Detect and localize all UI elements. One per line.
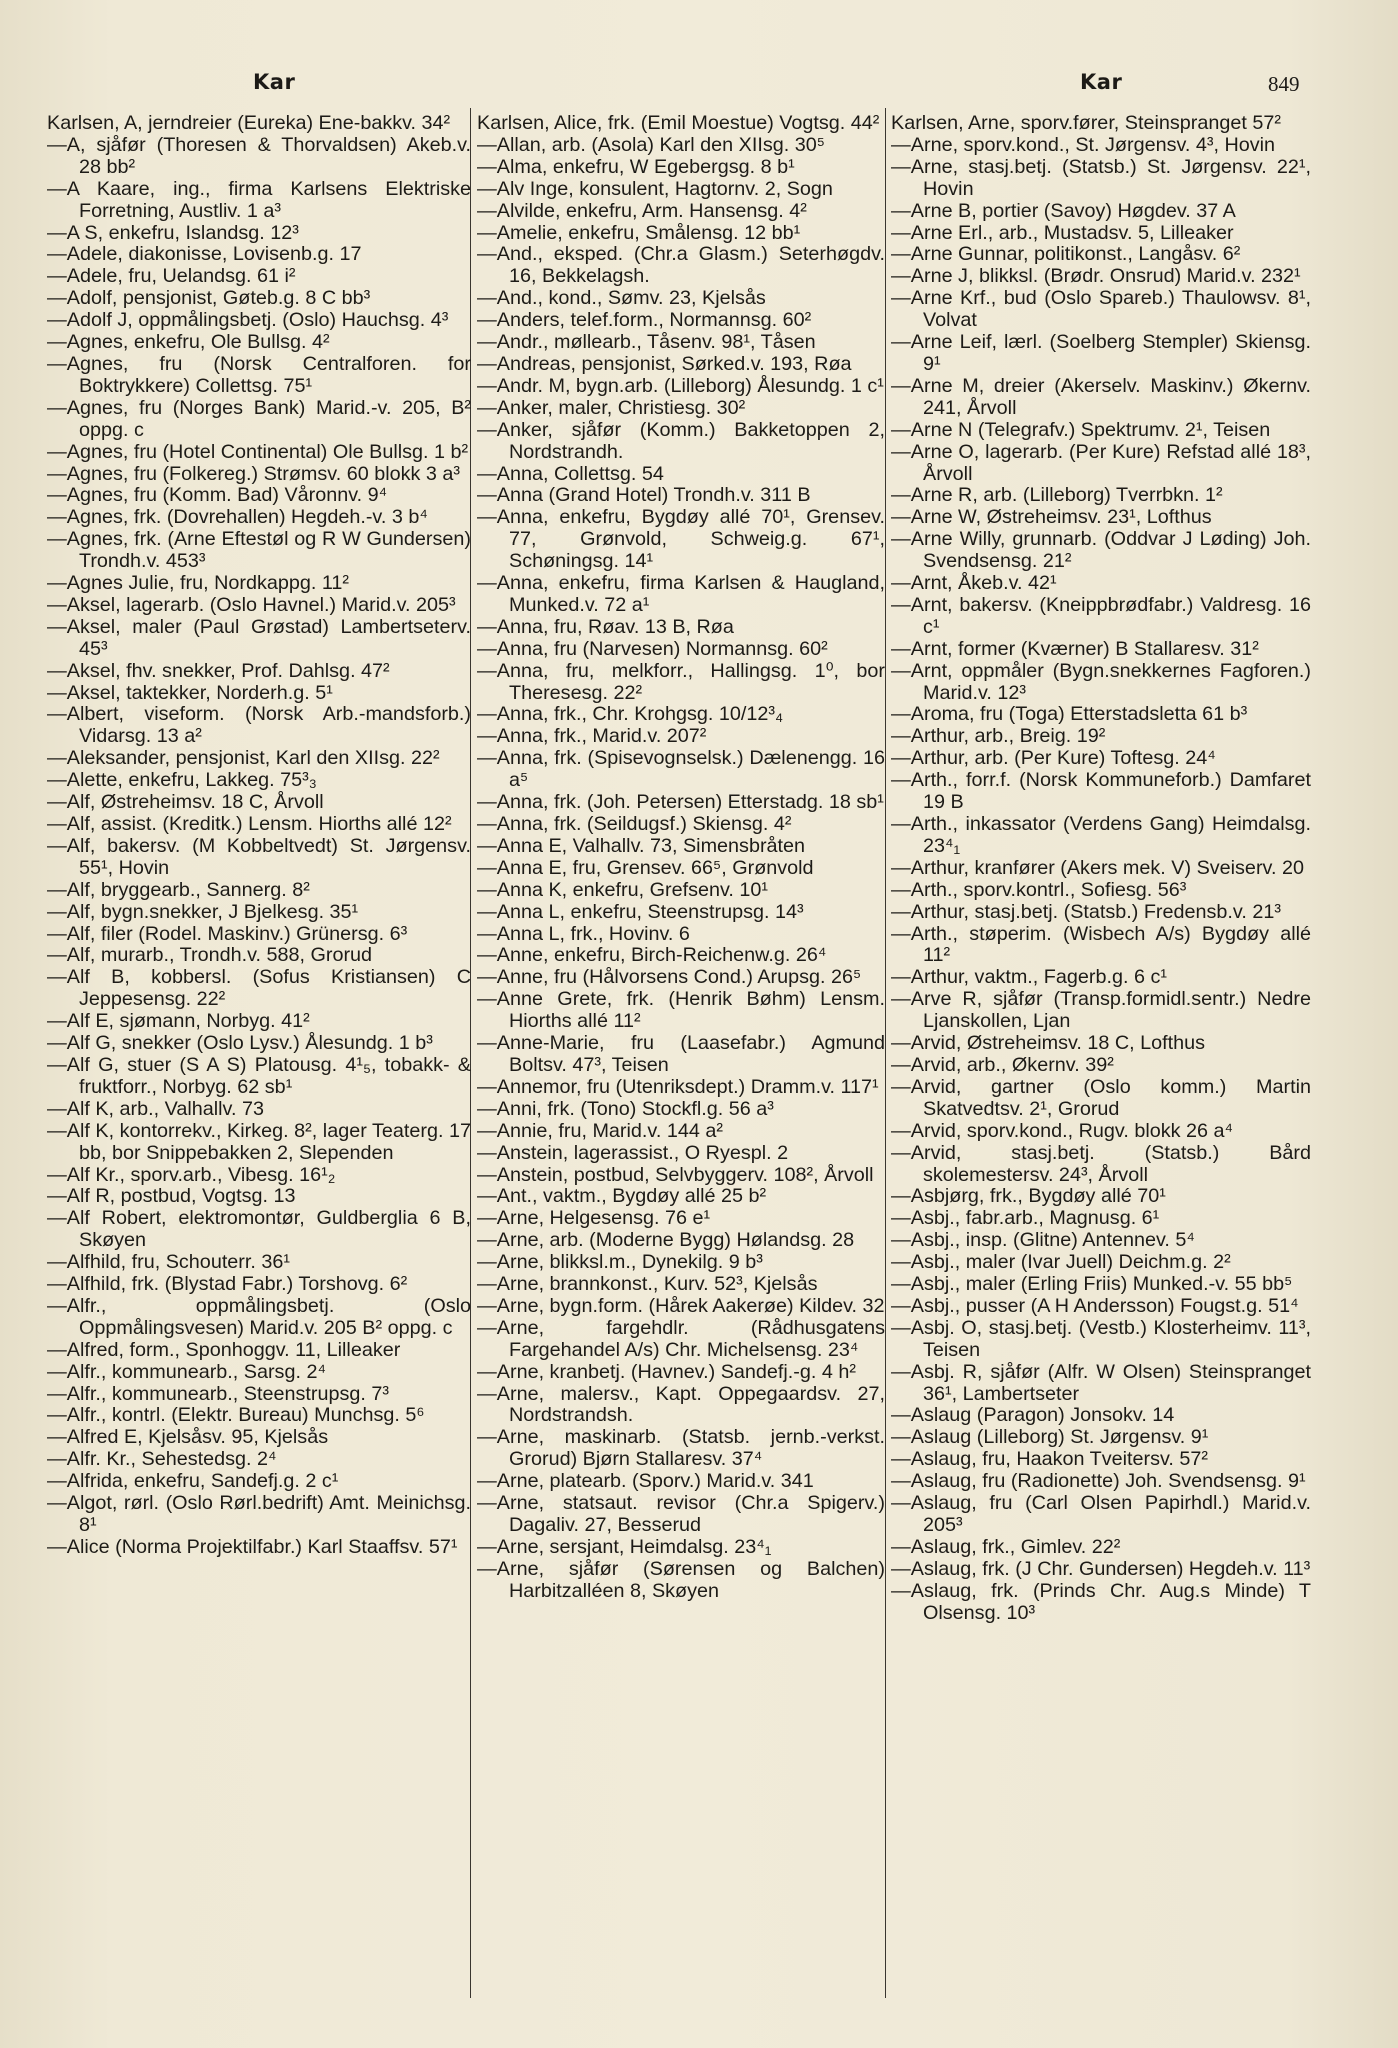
directory-entry: —Alfred, form., Sponhoggv. 11, Lilleaker <box>47 1338 401 1361</box>
directory-entry: —And., kond., Sømv. 23, Kjelsås <box>477 287 766 310</box>
directory-entry: —Anna, frk. (Spisevognselsk.) Dælenengg. 16 a⁵ <box>477 747 885 792</box>
page-number: 849 <box>1268 72 1300 96</box>
directory-entry: —Arne M, dreier (Akerselv. Maskinv.) Økernv. 241, Årvoll <box>891 374 1311 419</box>
directory-entry: —Alf E, sjømann, Norbyg. 41² <box>47 1010 310 1033</box>
directory-entry: —Alf, assist. (Kreditk.) Lensm. Hiorths allé 12² <box>47 813 452 835</box>
directory-entry: —Anna L, enkefru, Steenstrupsg. 14³ <box>477 900 804 923</box>
directory-entry: —Ant., vaktm., Bygdøy allé 25 b² <box>477 1185 767 1208</box>
directory-entry: —Asbjørg, frk., Bygdøy allé 70¹ <box>891 1185 1166 1208</box>
directory-entry: —Alf, bryggearb., Sannerg. 8² <box>47 878 310 901</box>
directory-entry: —Arne, blikksl.m., Dynekilg. 9 b³ <box>477 1251 763 1274</box>
directory-entry: —Aslaug, frk. (Prinds Chr. Aug.s Minde) T Olsensg. 10³ <box>891 1579 1311 1624</box>
directory-entry: —Aksel, lagerarb. (Oslo Havnel.) Marid.v. 205³ <box>47 593 456 616</box>
directory-entry: —Agnes, enkefru, Ole Bullsg. 4² <box>47 331 330 354</box>
directory-entry: —Arne R, arb. (Lilleborg) Tverrbkn. 1² <box>891 484 1223 507</box>
directory-entry: —Amelie, enkefru, Smålensg. 12 bb¹ <box>477 221 801 244</box>
directory-entry: —Arvid, arb., Økernv. 39² <box>891 1053 1114 1076</box>
directory-entry: —Asbj., insp. (Glitne) Antennev. 5⁴ <box>891 1229 1195 1252</box>
directory-entry: Karlsen, Alice, frk. (Emil Moestue) Vogtsg. 44² <box>477 112 880 134</box>
directory-entry: —Agnes, fru (Folkereg.) Strømsv. 60 blokk 3 a³ <box>47 462 460 485</box>
directory-entry: —Alf G, snekker (Oslo Lysv.) Ålesundg. 1 b³ <box>47 1032 433 1055</box>
directory-entry: —Arne, bygn.form. (Hårek Aakerøe) Kildev. 32 <box>477 1294 885 1317</box>
directory-entry: —Alf, bygn.snekker, J Bjelkesg. 35¹ <box>47 900 359 923</box>
directory-entry: —Anna, enkefru, firma Karlsen & Haugland, Munked.v. 72 a¹ <box>477 572 885 616</box>
directory-entry: —Anna, frk., Chr. Krohgsg. 10/12³₄ <box>477 703 784 726</box>
directory-entry: —Alf B, kobbersl. (Sofus Kristiansen) C Jeppesensg. 22² <box>47 966 471 1011</box>
directory-entry: —Anna E, Valhallv. 73, Simensbråten <box>477 834 806 857</box>
directory-entry: —Anna, fru, Røav. 13 B, Røa <box>477 615 734 638</box>
directory-entry: —Algot, rørl. (Oslo Rørl.bedrift) Amt. Meinichsg. 8¹ <box>47 1492 471 1536</box>
directory-entry: —Allan, arb. (Asola) Karl den XIIsg. 30⁵ <box>477 133 825 156</box>
directory-entry: —A, sjåfør (Thoresen & Thorvaldsen) Akeb.v. 28 bb² <box>47 133 471 178</box>
directory-entry: —Aroma, fru (Toga) Etterstadsletta 61 b³ <box>891 703 1248 726</box>
directory-entry: —A S, enkefru, Islandsg. 12³ <box>47 221 299 244</box>
directory-column-2 <box>477 113 885 1603</box>
directory-entry: —And., eksped. (Chr.a Glasm.) Seterhøgdv. 16, Bekkelagsh. <box>477 243 885 288</box>
directory-entry: —Arvid, sporv.kond., Rugv. blokk 26 a⁴ <box>891 1119 1233 1142</box>
directory-entry: —Alf, Østreheimsv. 18 C, Årvoll <box>47 791 324 814</box>
directory-entry: —Alf, bakersv. (M Kobbeltvedt) St. Jørgensv. 55¹, Hovin <box>47 834 471 879</box>
directory-entry: —Aslaug, frk., Gimlev. 22² <box>891 1535 1121 1558</box>
running-header-right: Kar <box>1080 70 1123 94</box>
directory-entry: —Aksel, maler (Paul Grøstad) Lambertseterv. 45³ <box>47 615 471 660</box>
directory-entry: —Arth., inkassator (Verdens Gang) Heimdalsg. 23⁴₁ <box>891 813 1311 857</box>
directory-entry: —Alvilde, enkefru, Arm. Hansensg. 4² <box>477 199 807 222</box>
directory-entry: —Arthur, stasj.betj. (Statsb.) Fredensb.v. 21³ <box>891 900 1281 923</box>
directory-entry: —Arne, kranbetj. (Havnev.) Sandefj.-g. 4 h² <box>477 1360 856 1383</box>
directory-entry: —Arne, brannkonst., Kurv. 52³, Kjelsås <box>477 1273 818 1296</box>
directory-entry: —Aslaug, frk. (J Chr. Gundersen) Hegdeh.v. 11³ <box>891 1557 1311 1580</box>
directory-entry: —Arnt, bakersv. (Kneippbrødfabr.) Valdresg. 16 c¹ <box>891 593 1311 638</box>
directory-entry: —Alf, filer (Rodel. Maskinv.) Grünersg. 6³ <box>47 922 408 945</box>
directory-entry: —Aslaug (Lilleborg) St. Jørgensv. 9¹ <box>891 1426 1209 1449</box>
directory-entry: —Arne N (Telegrafv.) Spektrumv. 2¹, Teisen <box>891 418 1271 441</box>
directory-entry: —Anker, sjåfør (Komm.) Bakketoppen 2, Nordstrandh. <box>477 418 885 463</box>
directory-entry: —Alfhild, fru, Schouterr. 36¹ <box>47 1251 290 1274</box>
directory-entry: —Asbj., fabr.arb., Magnusg. 6¹ <box>891 1207 1160 1230</box>
directory-entry: —Arne, fargehdlr. (Rådhusgatens Fargehandel A/s) Chr. Michelsensg. 23⁴ <box>477 1316 885 1361</box>
directory-entry: —Agnes Julie, fru, Nordkappg. 11² <box>47 572 350 595</box>
directory-entry: —Adolf, pensjonist, Gøteb.g. 8 C bb³ <box>47 287 371 310</box>
directory-entry: Karlsen, A, jerndreier (Eureka) Ene-bakkv. 34² <box>47 112 451 134</box>
directory-entry: —Aksel, fhv. snekker, Prof. Dahlsg. 47² <box>47 659 390 682</box>
column-divider <box>885 108 886 1998</box>
directory-entry: —Agnes, frk. (Dovrehallen) Hegdeh.-v. 3 b⁴ <box>47 506 428 529</box>
directory-entry: —Alfr., kommunearb., Sarsg. 2⁴ <box>47 1360 326 1383</box>
directory-entry: —Arne Krf., bud (Oslo Spareb.) Thaulowsv. 8¹, Volvat <box>891 287 1311 332</box>
directory-entry: —Arnt, former (Kværner) B Stallaresv. 31² <box>891 637 1259 660</box>
directory-entry: —Arne Gunnar, politikonst., Langåsv. 6² <box>891 243 1241 266</box>
directory-entry: —Arne Erl., arb., Mustadsv. 5, Lilleaker <box>891 221 1234 244</box>
directory-entry: —Alfr., kontrl. (Elektr. Bureau) Munchsg. 5⁶ <box>47 1404 425 1427</box>
directory-entry: —Adolf J, oppmålingsbetj. (Oslo) Hauchsg. 4³ <box>47 309 449 332</box>
directory-entry: —Arthur, arb. (Per Kure) Toftesg. 24⁴ <box>891 747 1216 770</box>
directory-entry: —Arve R, sjåfør (Transp.formidl.sentr.) Nedre Ljanskollen, Ljan <box>891 988 1311 1033</box>
directory-entry: —Annemor, fru (Utenriksdept.) Dramm.v. 117¹ <box>477 1075 879 1098</box>
directory-entry: —Arthur, kranfører (Akers mek. V) Sveiserv. 20 <box>891 856 1304 879</box>
directory-entry: —Alf Robert, elektromontør, Guldberglia 6 B, Skøyen <box>47 1207 471 1252</box>
directory-entry: —Anna, enkefru, Bygdøy allé 70¹, Grensev. 77, Grønvold, Schweig.g. 67¹, Schøningsg. 14¹ <box>477 506 885 573</box>
directory-entry: —Alf R, postbud, Vogtsg. 13 <box>47 1185 296 1208</box>
directory-entry: —Asbj., pusser (A H Andersson) Fougst.g. 51⁴ <box>891 1294 1299 1317</box>
directory-entry: —Agnes, frk. (Arne Eftestøl og R W Gundersen) Trondh.v. 453³ <box>47 528 471 573</box>
directory-entry: —Asbj. O, stasj.betj. (Vestb.) Klosterheimv. 11³, Teisen <box>891 1316 1311 1361</box>
directory-entry: —Alma, enkefru, W Egebergsg. 8 b¹ <box>477 155 795 178</box>
directory-entry: —Andreas, pensjonist, Sørked.v. 193, Røa <box>477 352 852 375</box>
directory-entry: —Arne, Helgesensg. 76 e¹ <box>477 1207 711 1230</box>
directory-entry: —Anni, frk. (Tono) Stockfl.g. 56 a³ <box>477 1097 774 1120</box>
directory-entry: —Arth., sporv.kontrl., Sofiesg. 56³ <box>891 878 1187 901</box>
directory-entry: —Arne, maskinarb. (Statsb. jernb.-verkst. Grorud) Bjørn Stallaresv. 37⁴ <box>477 1426 885 1471</box>
directory-entry: —Alfr., kommunearb., Steenstrupsg. 7³ <box>47 1382 389 1405</box>
directory-entry: —Anna, Collettsg. 54 <box>477 462 664 485</box>
directory-entry: —Alf K, arb., Valhallv. 73 <box>47 1097 264 1120</box>
directory-entry: —Anne, enkefru, Birch-Reichenw.g. 26⁴ <box>477 944 827 967</box>
directory-entry: —Arne, arb. (Moderne Bygg) Hølandsg. 28 <box>477 1229 855 1252</box>
directory-entry: —Aslaug, fru, Haakon Tveitersv. 57² <box>891 1448 1209 1471</box>
directory-entry: —Anna L, frk., Hovinv. 6 <box>477 922 690 945</box>
directory-entry: —Anker, maler, Christiesg. 30² <box>477 396 746 419</box>
directory-entry: —Aksel, taktekker, Norderh.g. 5¹ <box>47 681 333 704</box>
directory-entry: —A Kaare, ing., firma Karlsens Elektriske Forretning, Austliv. 1 a³ <box>47 177 471 222</box>
directory-entry: —Anstein, lagerassist., O Ryespl. 2 <box>477 1141 789 1164</box>
directory-entry: —Arne, sersjant, Heimdalsg. 23⁴₁ <box>477 1535 772 1558</box>
directory-entry: —Anna E, fru, Grensev. 66⁵, Grønvold <box>477 856 814 879</box>
directory-entry: —Agnes, fru (Komm. Bad) Våronnv. 9⁴ <box>47 484 388 507</box>
directory-entry: —Agnes, fru (Hotel Continental) Ole Bullsg. 1 b² <box>47 440 469 463</box>
directory-entry: —Arth., forr.f. (Norsk Kommuneforb.) Damfaret 19 B <box>891 769 1311 814</box>
directory-entry: —Agnes, fru (Norges Bank) Marid.-v. 205, B² oppg. c <box>47 396 471 441</box>
directory-entry: —Alf, murarb., Trondh.v. 588, Grorud <box>47 944 373 967</box>
directory-entry: —Arne J, blikksl. (Brødr. Onsrud) Marid.v. 232¹ <box>891 265 1301 288</box>
directory-entry: —Aslaug, fru (Carl Olsen Papirhdl.) Marid.v. 205³ <box>891 1492 1311 1536</box>
directory-entry: —Alf Kr., sporv.arb., Vibesg. 16¹₂ <box>47 1163 336 1186</box>
directory-entry: —Asbj. R, sjåfør (Alfr. W Olsen) Steinspranget 36¹, Lambertseter <box>891 1360 1311 1405</box>
directory-entry: —Anna, frk. (Joh. Petersen) Etterstadg. 18 sb¹ <box>477 791 884 814</box>
directory-column-3 <box>891 113 1311 1625</box>
directory-entry: —Arne, statsaut. revisor (Chr.a Spigerv.) Dagaliv. 27, Besserud <box>477 1492 885 1536</box>
directory-entry: —Alfr., oppmålingsbetj. (Oslo Oppmålingsvesen) Marid.v. 205 B² oppg. c <box>47 1294 471 1339</box>
directory-entry: —Anna, frk. (Seildugsf.) Skiensg. 4² <box>477 813 792 835</box>
directory-entry: —Aslaug (Paragon) Jonsokv. 14 <box>891 1404 1175 1427</box>
directory-entry: —Arne Willy, grunnarb. (Oddvar J Løding) Joh. Svendsensg. 21² <box>891 528 1311 573</box>
directory-column-1 <box>47 113 471 1559</box>
directory-entry: —Arvid, Østreheimsv. 18 C, Lofthus <box>891 1032 1206 1055</box>
directory-entry: —Arne W, Østreheimsv. 23¹, Lofthus <box>891 506 1212 529</box>
directory-entry: —Anders, telef.form., Normannsg. 60² <box>477 309 812 332</box>
directory-entry: —Arne O, lagerarb. (Per Kure) Refstad allé 18³, Årvoll <box>891 440 1311 485</box>
directory-entry: —Arth., støperim. (Wisbech A/s) Bygdøy allé 11² <box>891 922 1311 967</box>
directory-entry: —Anne, fru (Hålvorsens Cond.) Arupsg. 26⁵ <box>477 966 862 989</box>
directory-entry: —Arne, sjåfør (Sørensen og Balchen) Harbitzalléen 8, Skøyen <box>477 1557 885 1602</box>
directory-entry: —Arne, platearb. (Sporv.) Marid.v. 341 <box>477 1470 814 1493</box>
directory-entry: —Alfred E, Kjelsåsv. 95, Kjelsås <box>47 1426 329 1449</box>
directory-entry: —Alfhild, frk. (Blystad Fabr.) Torshovg. 6² <box>47 1273 408 1296</box>
directory-entry: Karlsen, Arne, sporv.fører, Steinspranget 57² <box>891 112 1281 134</box>
directory-entry: —Alfr. Kr., Sehestedsg. 2⁴ <box>47 1448 277 1471</box>
directory-entry: —Arne, malersv., Kapt. Oppegaardsv. 27, Nordstrandsh. <box>477 1382 885 1427</box>
directory-entry: —Anna (Grand Hotel) Trondh.v. 311 B <box>477 484 811 507</box>
directory-entry: —Alette, enkefru, Lakkeg. 75³₃ <box>47 769 317 792</box>
directory-entry: —Alf G, stuer (S A S) Platousg. 4¹₅, tobakk- & fruktforr., Norbyg. 62 sb¹ <box>47 1053 471 1098</box>
directory-entry: —Arvid, stasj.betj. (Statsb.) Bård skolemestersv. 24³, Årvoll <box>891 1141 1311 1186</box>
directory-entry: —Adele, fru, Uelandsg. 61 i² <box>47 265 296 288</box>
directory-entry: —Alf K, kontorrekv., Kirkeg. 8², lager Teaterg. 17 bb, bor Snippebakken 2, Slependen <box>47 1119 471 1164</box>
directory-entry: —Arne Leif, lærl. (Soelberg Stempler) Skiensg. 9¹ <box>891 331 1311 375</box>
directory-entry: —Alfrida, enkefru, Sandefj.g. 2 c¹ <box>47 1470 339 1493</box>
directory-entry: —Arvid, gartner (Oslo komm.) Martin Skatvedtsv. 2¹, Grorud <box>891 1075 1311 1120</box>
directory-entry: —Asbj., maler (Ivar Juell) Deichm.g. 2² <box>891 1251 1231 1274</box>
directory-entry: —Arthur, arb., Breig. 19² <box>891 725 1106 748</box>
directory-entry: —Arthur, vaktm., Fagerb.g. 6 c¹ <box>891 966 1167 989</box>
directory-entry: —Alice (Norma Projektilfabr.) Karl Staaffsv. 57¹ <box>47 1535 458 1558</box>
directory-entry: —Albert, viseform. (Norsk Arb.-mandsforb.) Vidarsg. 13 a² <box>47 703 471 748</box>
directory-entry: —Andr., møllearb., Tåsenv. 98¹, Tåsen <box>477 331 816 354</box>
directory-entry: —Anne Grete, frk. (Henrik Bøhm) Lensm. Hiorths allé 11² <box>477 988 885 1033</box>
directory-entry: —Arne B, portier (Savoy) Høgdev. 37 A <box>891 199 1236 222</box>
directory-entry: —Annie, fru, Marid.v. 144 a² <box>477 1119 723 1142</box>
directory-entry: —Anna, fru, melkforr., Hallingsg. 1⁰, bor Theresesg. 22² <box>477 659 885 704</box>
directory-entry: —Asbj., maler (Erling Friis) Munked.-v. 55 bb⁵ <box>891 1273 1293 1296</box>
directory-entry: —Arne, sporv.kond., St. Jørgensv. 4³, Hovin <box>891 133 1276 156</box>
directory-entry: —Adele, diakonisse, Lovisenb.g. 17 <box>47 243 362 266</box>
directory-entry: —Anstein, postbud, Selvbyggerv. 108², Årvoll <box>477 1163 874 1186</box>
directory-entry: —Arnt, oppmåler (Bygn.snekkernes Fagforen.) Marid.v. 12³ <box>891 659 1311 704</box>
directory-entry: —Anna, fru (Narvesen) Normannsg. 60² <box>477 637 828 660</box>
directory-entry: —Andr. M, bygn.arb. (Lilleborg) Ålesundg. 1 c¹ <box>477 374 884 397</box>
running-header-left: Kar <box>253 70 296 94</box>
directory-entry: —Aslaug, fru (Radionette) Joh. Svendsensg. 9¹ <box>891 1470 1306 1493</box>
directory-entry: —Aleksander, pensjonist, Karl den XIIsg. 22² <box>47 747 440 770</box>
directory-entry: —Anna K, enkefru, Grefsenv. 10¹ <box>477 878 769 901</box>
directory-entry: —Anne-Marie, fru (Laasefabr.) Agmund Boltsv. 47³, Teisen <box>477 1032 885 1076</box>
directory-entry: —Arne, stasj.betj. (Statsb.) St. Jørgensv. 22¹, Hovin <box>891 155 1311 200</box>
directory-entry: —Anna, frk., Marid.v. 207² <box>477 725 707 748</box>
directory-entry: —Arnt, Åkeb.v. 42¹ <box>891 572 1057 595</box>
directory-entry: —Alv Inge, konsulent, Hagtornv. 2, Sogn <box>477 177 833 200</box>
directory-entry: —Agnes, fru (Norsk Centralforen. for Boktrykkere) Collettsg. 75¹ <box>47 352 471 397</box>
